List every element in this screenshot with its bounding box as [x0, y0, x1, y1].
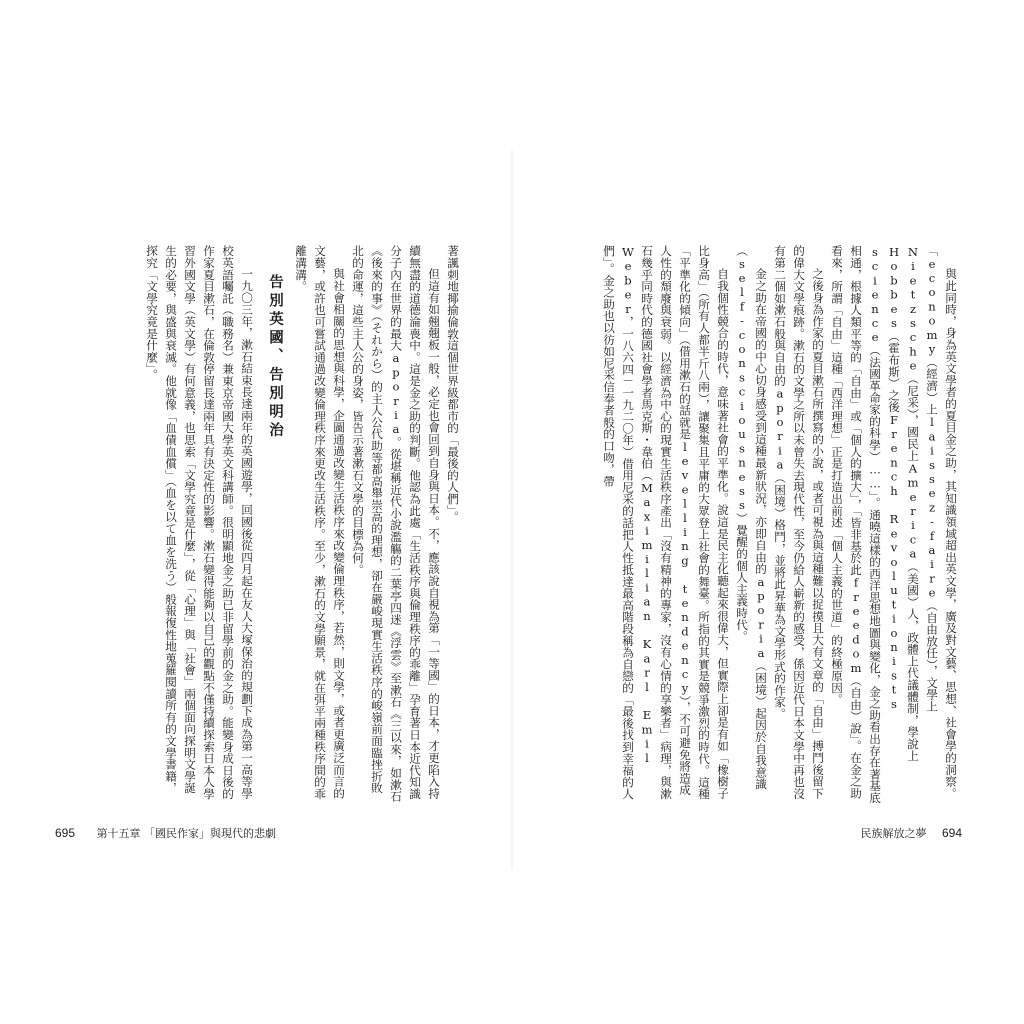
right-page-footer — [860, 825, 962, 841]
page-number: 694 — [941, 826, 962, 840]
left-page-text-column — [52, 245, 462, 805]
paragraph: 著諷刺地揶揄倫敦這個世界級都市的「最後的人們」。 — [446, 245, 460, 523]
paragraph: 自我個性競合的時代，意味著社會的平準化。說這是民主化聽起來很偉大，但實際上卻是有如「橡樹子比身高」（所有人都半斤八兩），讓聚集且平庸的大眾登上社會的舞臺。所指的其實是競爭激烈的時代。這種「平準化的傾向」（借用漱石的話就是levelling tendency），不可避免將造成人性的頹廢與衰弱。以經濟為中心的現實生活秩序產出「沒有精神的專家，沒有心情的享樂者」病理，與漱石幾乎同時代的德國社會學者馬克斯・韋伯（Maximilian Karl Emil Weber，一八六四－一九二〇年）借用尼采的話把人性抵達最高階段稱為自戀的「最後找到幸福的人們」。金之助也以彷如尼采信奉者般的口吻，帶 — [602, 245, 730, 800]
paragraph: 一九〇三年，漱石結束長達兩年的英國遊學，回國後從四月起在友人大塚保治的規劃下成為第一高等學校英語囑託（職務名）兼東京帝國大學英文科講師。很明顯地金之助已非留學前的金之助。能變身成日後的作家夏目漱石，在倫敦停留長達兩年具有決定性的影響。漱石變得能夠以自己的觀點不僅持續探索日本人學習外國文學（英文學）有何意義，也思索「文學究竟是什麼」，從「心理」與「社會」兩個面向探明文學誕生的必要，與盛與衰滅。他就像「血債血償」（血を以て血を洗う）般報復性地蒐羅閱讀所有的文學書籍，探究「文學究竟是什麼」。 — [145, 245, 254, 800]
left-page-footer — [55, 825, 276, 841]
right-page-text-column — [562, 245, 960, 805]
section-heading: 告別英國、告別明治 — [267, 274, 284, 441]
running-head: 第十五章 「國民作家」與現代的悲劇 — [96, 827, 277, 840]
paragraph: 金之助在帝國的中心切身感受到這種最新狀況，亦即自由的aporia（困境）起因於自我意識（self-consciousness）覺醒的個人主義時代。 — [735, 245, 768, 790]
paragraph: 但這有如翹翹板一般，必定也會回到自身與日本。不，應該說自視為第「一等國」的日本，才更陷入持續無盡的道德淪喪中。這是金之助的判斷。他認為此處「生活秩序與倫理秩序的乖離」孕育著日本近代知識分子內在世界的最大aporia。從堪稱近代小說濫觴的二葉亭四迷《浮雲》至漱石《三以來，如漱石《後來的事》（それから）的主人公代助等都高舉崇高的理想，卻在嚴峻現實生活秩序的峻嶺前面臨挫折敗北的命運，這些主人公的身姿，皆告示著漱石文學的目標為何。 — [351, 245, 441, 803]
paragraph: 與社會相關的思想與科學，企圖通過改變生活秩序來改變倫理秩序，若然，則文學，或者更廣泛而言的文藝，或許也可嘗試通過改變倫理秩序來更改生活秩序。至少，漱石的文學願景，就在弭平兩種秩序間的乖離溝溝。 — [294, 245, 346, 800]
paragraph: 與此同時，身為英文學者的夏目金之助，其知識領域超出英文學，廣及對文藝、思想、社會學的洞察。「economy（經濟）上laissez-faire（自由放任），文學上Nietzsche（尼采），國民上America（美國）人，政體上代議體制，學說上Hobbes（霍布斯）之後French Revolutionists science（法國革命家的科學）……」。通曉這樣的西洋思想地圖與變化，金之助看出存在著基底相通，根據人類平等的「自由」或「個人的擴大」，「皆非基於此freedom（自由）說」。在金之助看來，所謂「自由」這種「西洋理想」正是打造出前述「個人主義的世道」的終極原因。 — [830, 245, 958, 804]
running-head: 民族解放之夢 — [860, 827, 927, 840]
paragraph: 之後身為作家的夏目漱石所撰寫的小說，或者可視為與這種難以捉摸且大有文章的「自由」搏鬥後留下的偉大文學痕跡。漱石的文學之所以未曾失去現代性，至今仍給人嶄新的感受，係因近代日本文學中再也沒有第二個如漱石般與自由的aporia（困境）格鬥，並將此昇華為文學形式的作家。 — [773, 245, 825, 800]
page-number: 695 — [55, 826, 76, 840]
